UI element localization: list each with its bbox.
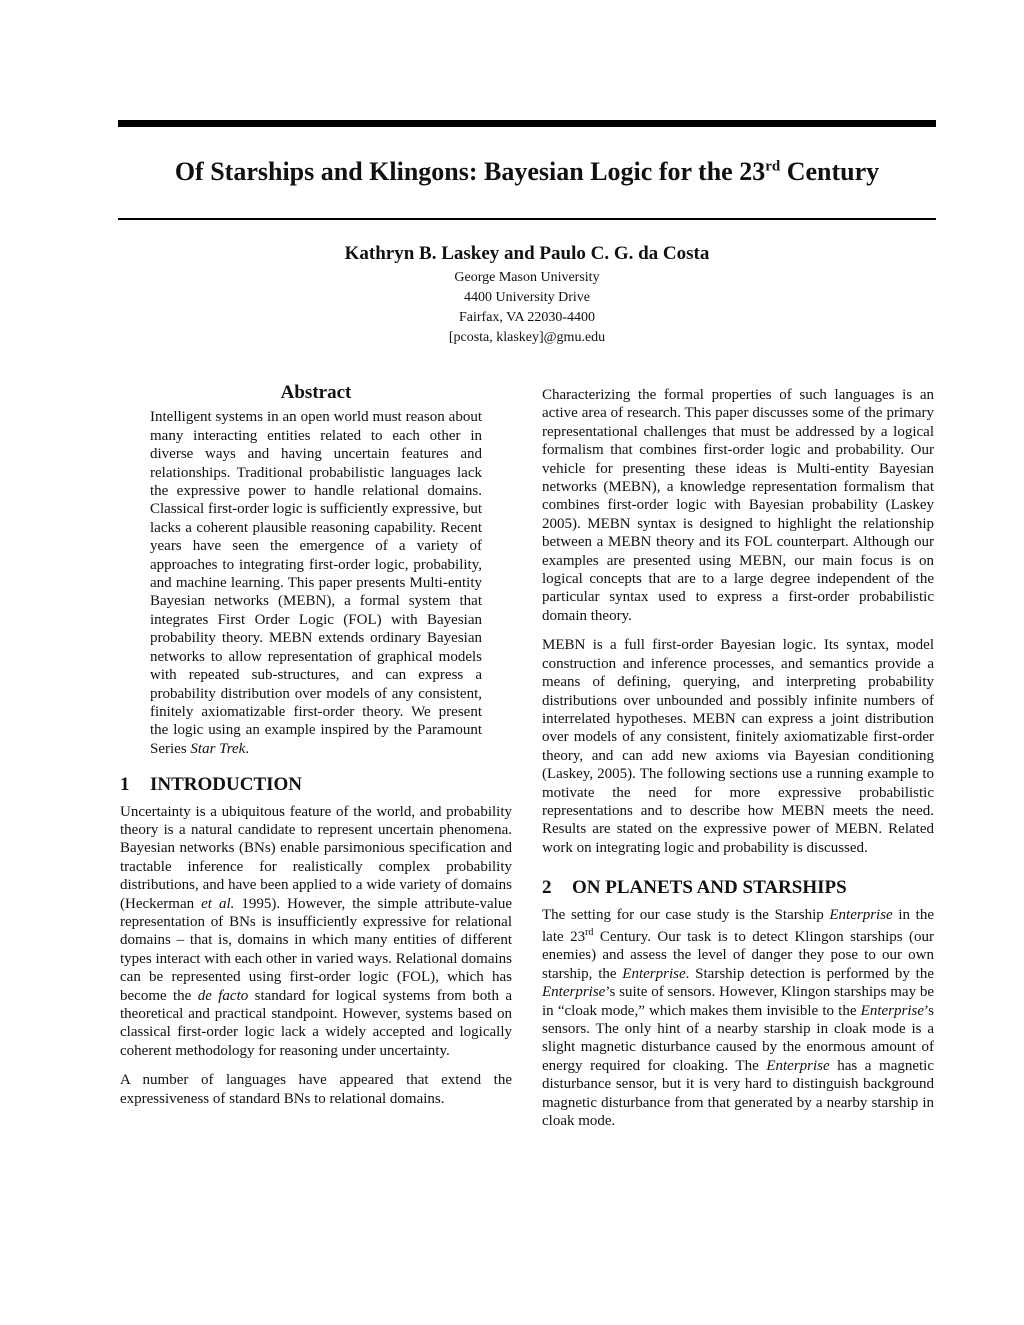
title-main: Of Starships and Klingons: Bayesian Logic for the 23 xyxy=(174,157,766,186)
right-paragraph-1: Characterizing the formal properties of such languages is an active area of research. This paper discusses some of the primary representational challenges that must be addressed by a logical formalism that combines first-order logic and probability. Our vehicle for presenting these ideas is Multi-entity Bayesian networks (MEBN), a knowledge representation formalism that combines first-order logic with Bayesian probability (Laskey 2005). MEBN syntax is designed to highlight the relationship between a MEBN theory and its FOL counterpart. Although our examples are presented using MEBN, our main focus is on logical concepts that are to a large degree independent of the particular syntax used to express a first-order probabilistic domain theory. xyxy=(542,387,934,624)
s1p1-text-b: 1995). However, the simple attribute-value representation of BNs is insufficiently expressive for relational domains – that is, domains in which many entities of different types interact with each other in varied ways. Relational domains can be represented using first-order logic (FOL), which has become the xyxy=(120,895,513,1004)
abstract-body xyxy=(150,408,482,758)
abstract-heading: Abstract xyxy=(280,382,352,403)
left-column xyxy=(120,384,512,1119)
s2-enterprise-5: Enterprise xyxy=(766,1057,830,1074)
s1p1-text-c: standard for logical systems from both a theoretical and practical standpoint. However, systems based on classical first-order logic lack a widely accepted and logically coherent methodology for reasoning under uncertainty. xyxy=(120,987,512,1059)
s2-enterprise-4: Enterprise xyxy=(860,1002,924,1019)
section-1-title: INTRODUCTION xyxy=(150,774,303,796)
authors: Kathryn B. Laskey and Paulo C. G. da Costa xyxy=(344,243,710,264)
section-2-heading xyxy=(542,879,934,897)
s2-enterprise-2: Enterprise xyxy=(622,965,686,982)
right-column xyxy=(542,386,934,1141)
right-paragraph-2: MEBN is a full first-order Bayesian logic. Its syntax, model construction and inference processes, and semantics provide a means of defining, querying, and interpreting probability distributions over unbounded and possibly infinite numbers of interrelated hypotheses. MEBN can express a joint distribution over models of any consistent, finitely axiomatizable first-order theory, and can add new axioms via Bayesian conditioning (Laskey, 2005). The following sections use a running example to motivate the need for more expressive probabilistic representations and to describe how MEBN meets the need. Results are stated on the expressive power of MEBN. Related work on integrating logic and probability is discussed. xyxy=(542,637,934,856)
section-1-paragraph-2: A number of languages have appeared that extend the expressiveness of standard BNs to relational domains. xyxy=(120,1072,512,1107)
s2-enterprise-1: Enterprise xyxy=(829,906,893,923)
abstract-italic-startrek: Star Trek xyxy=(190,740,246,757)
s2-text-3: Century. Our task is to detect Klingon starships (our enemies) and assess the level of danger they pose to our own starship, the xyxy=(542,928,934,982)
s2-text-1: The setting for our case study is the Starship xyxy=(542,906,830,923)
affiliation-email: [pcosta, klaskey]@gmu.edu xyxy=(448,330,606,345)
s2-text-6: ’s sensors. The only hint of a nearby starship in cloak mode is a slight magnetic disturbance caused by the enormous amount of energy required for cloaking. The xyxy=(542,1002,934,1074)
s2-text-5: ’s suite of sensors. However, Klingon starships may be in “cloak mode,” which makes them invisible to the xyxy=(542,984,934,1019)
s2-text-2: in the late 23 xyxy=(542,906,934,945)
affiliation-university: George Mason University xyxy=(454,270,600,285)
abstract-text: Intelligent systems in an open world must reason about many interacting entities related to each other in diverse ways and having uncertain features and relationships. Traditional probabilistic languages lack the expressive power to handle relational domains. Classical first-order logic is sufficiently expressive, but lacks a coherent plausible reasoning capability. Recent years have seen the emergence of a variety of approaches to integrating first-order logic, probability, and machine learning. This paper presents Multi-entity Bayesian networks (MEBN), a formal system that integrates First Order Logic (FOL) with Bayesian probability theory. MEBN extends ordinary Bayesian networks to allow representation of graphical models with repeated sub-structures, and can express a probability distribution over models of any consistent, finitely axiomatizable first-order theory. We present the logic using an example inspired by the Paramount Series xyxy=(150,409,482,757)
abstract-period: . xyxy=(245,740,250,757)
section-2-title: ON PLANETS AND STARSHIPS xyxy=(572,877,847,899)
title-end: Century xyxy=(780,157,880,186)
section-2-paragraph-1 xyxy=(542,906,934,1131)
top-rule xyxy=(118,120,936,127)
s2-superscript-rd: rd xyxy=(585,926,594,938)
paper-title xyxy=(118,156,936,188)
s1p1-etal: et al. xyxy=(201,895,235,912)
section-1-heading xyxy=(120,776,512,794)
section-1-paragraph-1 xyxy=(120,803,512,1061)
s2-text-7: has a magnetic disturbance sensor, but it is very hard to distinguish background magnetic disturbance from that generated by a nearby starship in cloak mode. xyxy=(542,1057,935,1130)
affiliation-city: Fairfax, VA 22030-4400 xyxy=(459,310,595,325)
s1p1-text-a: Uncertainty is a ubiquitous feature of the world, and probability theory is a natural candidate to represent uncertain phenomena. Bayesian networks (BNs) enable parsimonious specification and tractable inference for realistically complex probability distributions, and have been applied to a wide variety of domains (Heckerman xyxy=(120,803,512,912)
affiliation-street: 4400 University Drive xyxy=(464,290,590,305)
title-superscript: rd xyxy=(765,158,781,175)
affiliation xyxy=(118,268,936,348)
section-1-number: 1 xyxy=(120,774,130,796)
s2-text-4: . Starship detection is performed by the xyxy=(685,965,934,982)
section-2-number: 2 xyxy=(542,877,552,899)
s1p1-defacto: de facto xyxy=(197,987,249,1004)
title-rule xyxy=(118,218,936,220)
s2-enterprise-3: Enterprise xyxy=(542,984,606,1001)
